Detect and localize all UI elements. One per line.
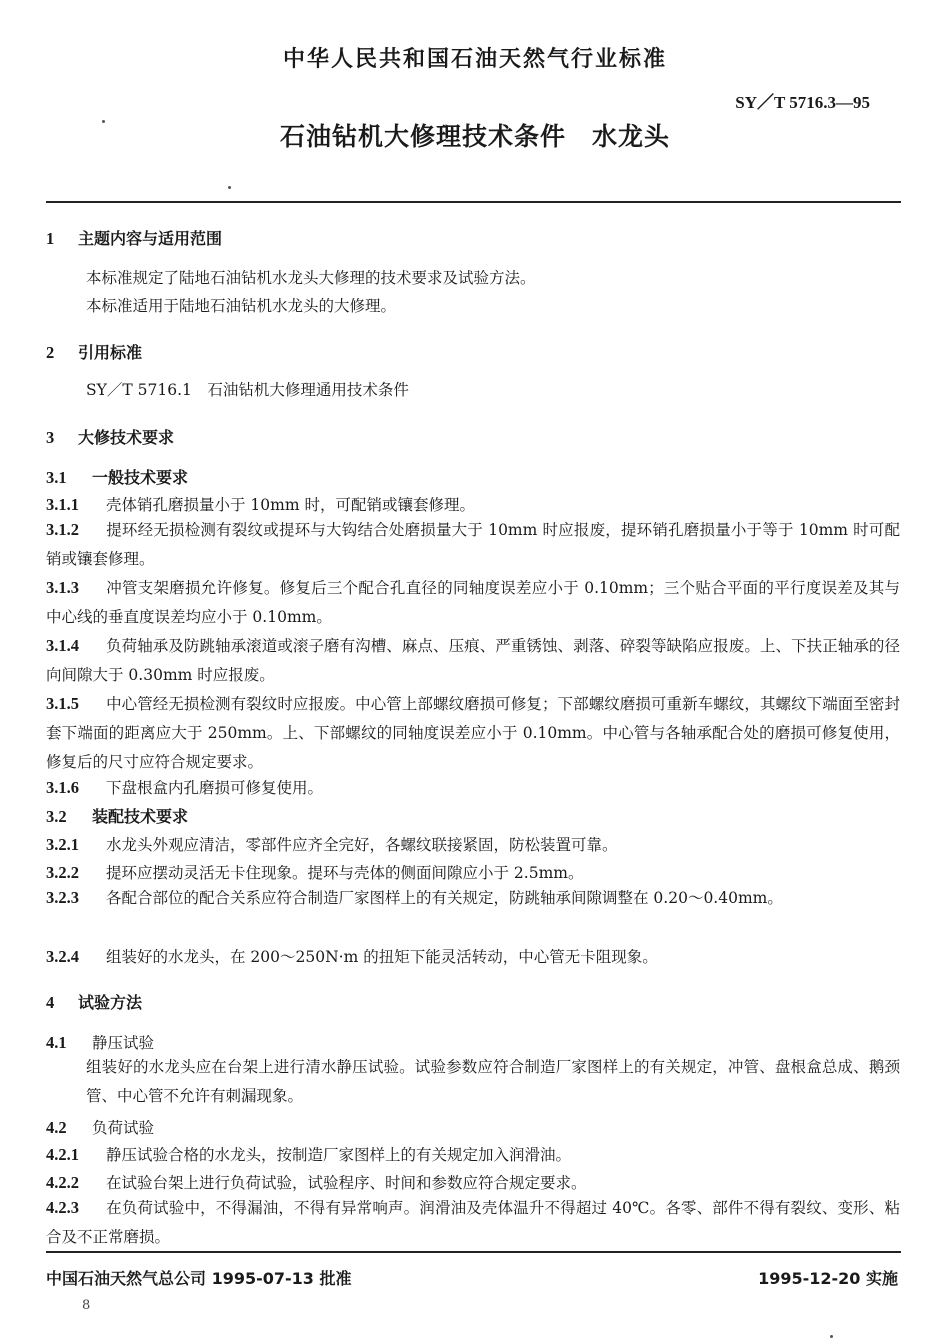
document-title: 石油钻机大修理技术条件 水龙头 [279, 122, 670, 151]
section-title: 一般技术要求 [92, 468, 189, 487]
clause-3-1-5 [46, 689, 900, 777]
clause-number: 3.1.2 [46, 520, 79, 539]
clause-number: 3.2.1 [46, 835, 79, 854]
clause-text: 提环应摆动灵活无卡住现象。提环与壳体的侧面间隙应小于 2.5mm。 [106, 864, 584, 882]
clause-number: 3.1.3 [46, 578, 79, 597]
clause-text: 冲管支架磨损允许修复。修复后三个配合孔直径的同轴度误差应小于 0.10mm；三个贴合平面的平行度误差及其与中心线的垂直度误差均应小于 0.10mm。 [46, 579, 900, 626]
section-2-heading [46, 340, 142, 363]
clause-text: 水龙头外观应清洁，零部件应齐全完好，各螺纹联接紧固，防松装置可靠。 [106, 836, 618, 854]
clause-number: 3.1.1 [46, 495, 79, 514]
section-1-heading [46, 226, 222, 249]
clause-4-2-3 [46, 1193, 900, 1252]
page-header: 中华人民共和国石油天然气行业标准 [282, 47, 667, 72]
clause-number: 3.1.6 [46, 778, 79, 797]
subsection-heading [46, 1116, 154, 1138]
bottom-rule [46, 1251, 901, 1253]
clause-text: 静压试验合格的水龙头，按制造厂家图样上的有关规定加入润滑油。 [106, 1146, 572, 1164]
clause-3-1-4 [46, 631, 900, 690]
clause-3-1-2 [46, 515, 900, 574]
clause-text: 在试验台架上进行负荷试验，试验程序、时间和参数应符合规定要求。 [106, 1174, 587, 1192]
clause-number: 3.2.3 [46, 888, 79, 907]
section-title: 装配技术要求 [92, 807, 189, 826]
clause-4-2-1 [46, 1143, 571, 1165]
section-title: 静压试验 [92, 1034, 155, 1052]
top-rule [46, 201, 901, 203]
paragraph: 本标准适用于陆地石油钻机水龙头的大修理。 [86, 297, 397, 315]
section-number: 4 [46, 993, 55, 1012]
paragraph: 本标准规定了陆地石油钻机水龙头大修理的技术要求及试验方法。 [86, 269, 536, 287]
clause-number: 3.1.4 [46, 636, 79, 655]
section-title: 主题内容与适用范围 [78, 229, 223, 248]
approval-note: 中国石油天然气总公司 1995-07-13 批准 [46, 1269, 352, 1288]
clause-text: 壳体销孔磨损量小于 10mm 时，可配销或镶套修理。 [106, 496, 475, 514]
clause-number: 4.2.3 [46, 1198, 79, 1217]
clause-3-1-6 [46, 776, 323, 798]
clause-text: 负荷轴承及防跳轴承滚道或滚子磨有沟槽、麻点、压痕、严重锈蚀、剥落、碎裂等缺陷应报废。上、下扶正轴承的径向间隙大于 0.30mm 时应报废。 [46, 637, 900, 684]
section-number: 1 [46, 229, 55, 248]
section-title: 负荷试验 [92, 1119, 155, 1137]
section-4-heading [46, 990, 142, 1013]
clause-text: 下盘根盒内孔磨损可修复使用。 [106, 779, 324, 797]
clause-3-2-1 [46, 833, 618, 855]
clause-number: 4.2.2 [46, 1173, 79, 1192]
section-number: 4.2 [46, 1118, 67, 1137]
clause-text: 各配合部位的配合关系应符合制造厂家图样上的有关规定，防跳轴承间隙调整在 0.20～0.40mm。 [106, 889, 783, 907]
scan-speck [102, 120, 105, 123]
subsection-heading [46, 1031, 154, 1053]
clause-number: 3.2.4 [46, 947, 79, 966]
clause-text: 在负荷试验中，不得漏油，不得有异常响声。润滑油及壳体温升不得超过 40℃。各零、部件不得有裂纹、变形、粘合及不正常磨损。 [46, 1199, 900, 1246]
clause-4-2-2 [46, 1171, 587, 1193]
section-number: 2 [46, 343, 55, 362]
clause-text: 提环经无损检测有裂纹或提环与大钩结合处磨损量大于 10mm 时应报废，提环销孔磨损量小于等于 10mm 时可配销或镶套修理。 [46, 521, 900, 568]
clause-3-2-2 [46, 861, 583, 883]
section-number: 4.1 [46, 1033, 67, 1052]
clause-text: 组装好的水龙头，在 200～250N·m 的扭矩下能灵活转动，中心管无卡阻现象。 [106, 948, 658, 966]
subsection-heading [46, 804, 188, 827]
section-3-heading [46, 425, 174, 448]
clause-number: 4.2.1 [46, 1145, 79, 1164]
clause-text: 中心管经无损检测有裂纹时应报废。中心管上部螺纹磨损可修复；下部螺纹磨损可重新车螺纹，其螺纹下端面至密封套下端面的距离应大于 250mm。上、下部螺纹的同轴度误差应小于 0.10mm。中心管与各轴承配合处的磨损可修复使用，修复后的尺寸应符合规定要求。 [46, 695, 900, 771]
reference-item: SY／T 5716.1 石油钻机大修理通用技术条件 [86, 381, 409, 399]
clause-3-2-4 [46, 945, 658, 967]
section-title: 引用标准 [78, 343, 143, 362]
standard-code: SY／T 5716.3—95 [735, 93, 870, 112]
scan-speck [830, 1335, 833, 1338]
section-number: 3 [46, 428, 55, 447]
paragraph: 组装好的水龙头应在台架上进行清水静压试验。试验参数应符合制造厂家图样上的有关规定，冲管、盘根盒总成、鹅颈管、中心管不允许有刺漏现象。 [86, 1058, 900, 1105]
page-number: 8 [82, 1298, 91, 1313]
section-number: 3.1 [46, 468, 67, 487]
section-number: 3.2 [46, 807, 67, 826]
clause-number: 3.2.2 [46, 863, 79, 882]
clause-3-1-3 [46, 573, 900, 632]
clause-3-1-1 [46, 493, 475, 515]
subsection-heading [46, 465, 188, 488]
implementation-date: 1995-12-20 实施 [758, 1269, 898, 1288]
clause-number: 3.1.5 [46, 694, 79, 713]
clause-3-2-3 [46, 883, 900, 913]
section-title: 大修技术要求 [78, 428, 175, 447]
scan-speck [228, 186, 231, 189]
section-title: 试验方法 [78, 993, 143, 1012]
